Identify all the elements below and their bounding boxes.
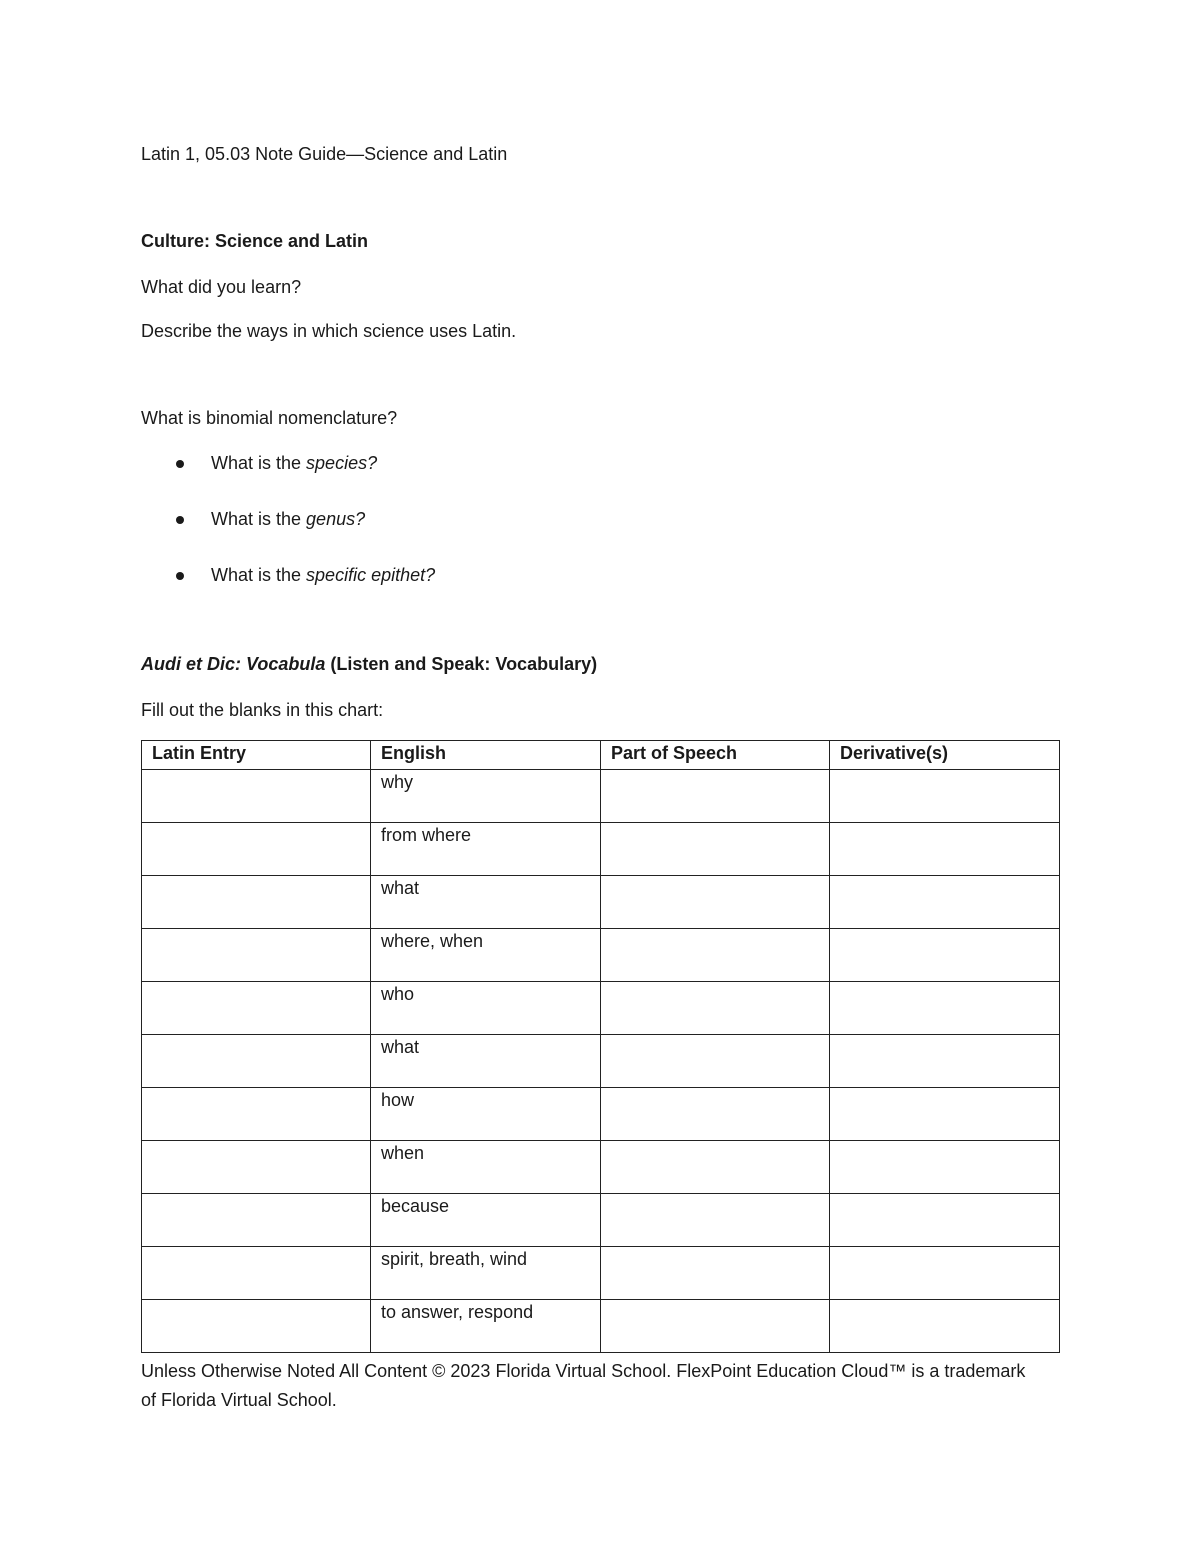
cell-latin-entry[interactable] [142,1141,371,1194]
cell-english: spirit, breath, wind [371,1247,601,1300]
header-latin-entry: Latin Entry [142,741,371,770]
cell-english: what [371,876,601,929]
heading-latin-part: Audi et Dic: Vocabula [141,654,326,674]
table-row [142,876,1060,929]
table-row [142,929,1060,982]
cell-part-of-speech[interactable] [601,823,830,876]
cell-derivatives[interactable] [830,982,1060,1035]
bullet-term: genus? [306,509,366,529]
cell-english: what [371,1035,601,1088]
cell-english: when [371,1141,601,1194]
table-row [142,1088,1060,1141]
cell-part-of-speech[interactable] [601,929,830,982]
cell-derivatives[interactable] [830,876,1060,929]
table-header-row [142,741,1060,770]
header-derivatives: Derivative(s) [830,741,1060,770]
cell-english: how [371,1088,601,1141]
cell-latin-entry[interactable] [142,823,371,876]
cell-part-of-speech[interactable] [601,1194,830,1247]
vocabulary-table [141,740,1060,1353]
header-part-of-speech: Part of Speech [601,741,830,770]
bullet-prefix: What is the [211,509,307,529]
bullet-dot [176,572,184,580]
cell-latin-entry[interactable] [142,1247,371,1300]
cell-derivatives[interactable] [830,929,1060,982]
cell-derivatives[interactable] [830,1088,1060,1141]
table-row [142,770,1060,823]
cell-part-of-speech[interactable] [601,1141,830,1194]
bullet-prefix: What is the [211,565,307,585]
cell-part-of-speech[interactable] [601,1300,830,1353]
bullet-dot [176,460,184,468]
cell-part-of-speech[interactable] [601,876,830,929]
cell-derivatives[interactable] [830,1141,1060,1194]
cell-derivatives[interactable] [830,1247,1060,1300]
bullet-item [211,509,365,530]
bullet-item [211,565,435,586]
bullet-term: species? [306,453,378,473]
cell-part-of-speech[interactable] [601,1035,830,1088]
cell-english: from where [371,823,601,876]
question-science-latin: Describe the ways in which science uses Latin. [141,321,517,341]
cell-latin-entry[interactable] [142,876,371,929]
cell-english: why [371,770,601,823]
cell-latin-entry[interactable] [142,770,371,823]
question-binomial: What is binomial nomenclature? [141,408,398,428]
question-what-learned: What did you learn? [141,277,302,297]
cell-latin-entry[interactable] [142,929,371,982]
copyright-footer: Unless Otherwise Noted All Content © 2023 Florida Virtual School. FlexPoint Education Cloud™ is a trademark of Florida Virtual School. [141,1361,1026,1410]
table-row [142,1035,1060,1088]
table-row [142,823,1060,876]
bullet-prefix: What is the [211,453,307,473]
cell-latin-entry[interactable] [142,1194,371,1247]
cell-part-of-speech[interactable] [601,770,830,823]
bullet-term: specific epithet? [306,565,436,585]
cell-english: to answer, respond [371,1300,601,1353]
table-row [142,982,1060,1035]
cell-latin-entry[interactable] [142,1035,371,1088]
cell-derivatives[interactable] [830,1194,1060,1247]
document-title: Latin 1, 05.03 Note Guide—Science and Latin [141,144,508,164]
table-row [142,1141,1060,1194]
bullet-dot [176,516,184,524]
header-english: English [371,741,601,770]
chart-instruction: Fill out the blanks in this chart: [141,700,384,720]
cell-english: where, when [371,929,601,982]
cell-derivatives[interactable] [830,1300,1060,1353]
bullet-item [211,453,377,474]
cell-latin-entry[interactable] [142,1300,371,1353]
table-row [142,1300,1060,1353]
cell-part-of-speech[interactable] [601,982,830,1035]
section-heading-culture: Culture: Science and Latin [141,231,369,251]
cell-english: who [371,982,601,1035]
table-row [142,1247,1060,1300]
heading-english-part: (Listen and Speak: Vocabulary) [325,654,598,674]
cell-english: because [371,1194,601,1247]
section-heading-vocab [141,654,597,675]
cell-latin-entry[interactable] [142,982,371,1035]
cell-derivatives[interactable] [830,770,1060,823]
cell-derivatives[interactable] [830,1035,1060,1088]
cell-latin-entry[interactable] [142,1088,371,1141]
cell-part-of-speech[interactable] [601,1088,830,1141]
table-row [142,1194,1060,1247]
cell-part-of-speech[interactable] [601,1247,830,1300]
cell-derivatives[interactable] [830,823,1060,876]
